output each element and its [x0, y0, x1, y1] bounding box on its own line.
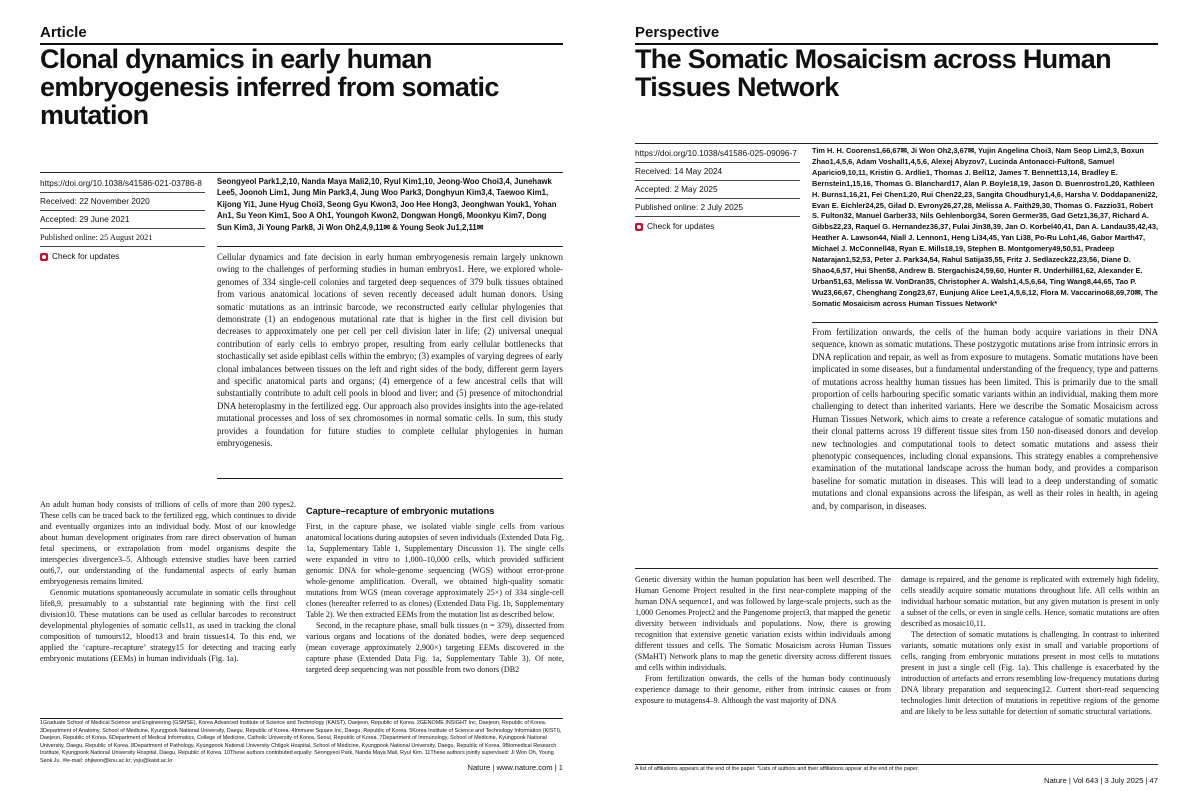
abstract-top-rule [217, 246, 563, 247]
doi-link[interactable]: https://doi.org/10.1038/s41586-025-09096-7 [635, 145, 800, 163]
meta-top-rule [635, 143, 1158, 144]
abstract-bottom-rule [217, 478, 563, 479]
body-column-2 [306, 506, 564, 675]
body-paragraph: Genetic diversity within the human population has been well described. The Human Genome Project resulted in the first near-complete mapping of the human DNA sequence1, and was followed by large-scale projects, such as the 1,000 Genomes Project2 and the Pangenome project3, that mapped the genetic diversity between individuals and populations. Now, there is growing recognition that extensive genetic variation exists within individuals among different tissues and cells. The Somatic Mosaicism across Human Tissues (SMaHT) Network plans to map the genetic diversity across different tissues and cells within individuals. [635, 575, 891, 672]
published-date: Published online: 2 July 2025 [635, 199, 800, 217]
body-column-1 [40, 499, 296, 664]
body-paragraph: damage is repaired, and the genome is replicated with extremely high fidelity, cells steadily acquire somatic mutations throughout life. All cells within an individual harbour somatic mutation, but any given mutation is present in only a subset of the cells, or even in single cells. Hence, somatic mutations are often described as mosaic10,11. [901, 575, 1159, 628]
check-updates-icon [40, 253, 48, 261]
abstract-bottom-rule [635, 568, 1158, 569]
check-updates-label: Check for updates [52, 251, 120, 261]
accepted-date: Accepted: 2 May 2025 [635, 181, 800, 199]
body-paragraph: From fertilization onwards, the cells of the human body continuously experience damage to their genome, either from intrinsic causes or from exposure to mutagens4–9. Although the vast majority of DNA [635, 674, 891, 705]
article-meta [40, 175, 205, 262]
right-page [595, 0, 1190, 791]
footnote-rule [40, 718, 563, 719]
body-column-2 [901, 574, 1159, 717]
received-date: Received: 14 May 2024 [635, 163, 800, 181]
abstract-top-rule [812, 322, 1158, 323]
article-title: Clonal dynamics in early human embryogenesis inferred from somatic mutation [40, 44, 499, 130]
section-heading: Capture–recapture of embryonic mutations [306, 506, 495, 516]
abstract: Cellular dynamics and fate decision in early human embryogenesis remain largely unknown owing to the challenges of performing studies in human embryos1. Here, we explored whole-genomes of 334 single-cell colonies and targeted deep sequences of 379 bulk tissues obtained from various anatomical locations of seven recently deceased adult human donors. Using somatic mutations as an intrinsic barcode, we reconstructed early cellular phylogenies that demonstrate (1) an endogenous mutational rate that is higher in the first cell division but decreases to approximately one per cell per cell division later in life; (2) universal unequal contribution of early cells to embryo proper, resulting from early cellular bottlenecks that stochastically set aside epiblast cells within the embryo; (3) examples of varying degrees of early clonal imbalances between tissues on the left and right sides of the body, different germ layers and specific anatomical parts and organs; (4) emergence of a few ancestral cells that will substantially contribute to adult cell pools in blood and liver; and (5) presence of mitochondrial DNA heteroplasmy in the fertilized egg. Our approach also provides insights into the age-related mutational processes and loss of sex chromosomes in normal somatic cells. In sum, this study provides a foundation for future studies to complete cellular phylogenies in human embryogenesis. [217, 252, 563, 449]
affiliations-footnote: 1Graduate School of Medical Science and Engineering (GSMSE), Korea Advanced Institute of Science and Technology (KAIST), Daejeon, Republic of Korea. 2GENOME INSIGHT Inc, Daejeon, Republic of Korea. 3Department of Anatomy, School of Medicine, Kyungpook National University, Daegu, Republic of Korea. 4Immune Square Inc, Daegu, Republic of Korea. 5Korea Institute of Science and Technology Information (KISTI), Daejeon, Republic of Korea. 6Department of Medical Informatics, College of Medicine, Catholic University of Korea, Seoul, Republic of Korea. 7Department of Immunology, School of Medicine, Kyungpook National University, Daegu, Republic of Korea. 8Department of Pathology, Kyungpook National University Chilgok Hospital, School of Medicine, Kyungpook National University, Daegu, Republic of Korea. 9Biomedical Research Institute, Kyungpook National University Hospital, Daegu, Republic of Korea. 10These authors contributed equally: Seongyeol Park, Nanda Maya Mali, Ryul Kim. 11These authors jointly supervised: Ji Won Oh, Young Seok Ju. ✉e-mail: ohjiwon@knu.ac.kr; ysju@kaist.ac.kr [40, 720, 562, 764]
check-for-updates-button[interactable] [635, 217, 800, 232]
body-paragraph: First, in the capture phase, we isolated viable single cells from various anatomical locations during autopsies of seven individuals (Extended Data Fig. 1a, Supplementary Table 1, Supplementary Discussion 1). The single cells were expanded in vitro to 1,000–10,000 cells, which provided sufficient genomic DNA for whole-genome sequencing (WGS) without error-prone whole-genome amplification. Overall, we obtained high-quality somatic mutations from WGS (mean coverage approximately 25×) of 334 single-cell clones (hereafter referred to as clones) (Extended Data Fig. 1b, Supplementary Table 2). We then extracted EEMs from the mutation list as described below. [306, 522, 564, 619]
author-list: Tim H. H. Coorens1,66,67✉, Ji Won Oh2,3,67✉, Yujin Angelina Choi3, Nam Seop Lim2,3, Boxun Zhao1,4,5,6, Adam Voshall1,4,5,6, Alexej Abyzov7, Lucinda Antonacci-Fulton8, Samuel Aparicio9,10,11, Kristin G. Ardlie1, Thomas J. Bell12, James T. Bennett13,14, Bradley E. Bernstein1,15,16, Thomas G. Blanchard17, Alan P. Boyle18,19, Jason D. Buenrostro1,20, Kathleen H. Burns1,16,21, Fei Chen1,20, Rui Chen22,23, Sangita Choudhury1,4,6, Harsha V. Doddapaneni22, Evan E. Eichler24,25, Gilad D. Evrony26,27,28, Melissa A. Faith29,30, Thomas G. Fazzio31, Robert S. Fulton32, Manuel Garber33, Nils Gehlenborg34, Soren Germer35, Gad Getz1,36,37, Richard A. Gibbs22,23, Raquel G. Hernandez36,37, Fulai Jin38,39, Jan O. Korbel40,41, Dan A. Landau35,42,43, Heather A. Lawson44, Niall J. Lennon1, Heng Li34,45, Yan Li38, Po-Ru Loh1,46, Gabor Marth47, Michael J. McConnell48, Ryan E. Mills18,19, Stephen B. Montgomery49,50,51, Pradeep Natarajan1,52,53, Peter J. Park34,54, Rahul Satija35,55, Fritz J. Sedlazeck22,23,56, Diane D. Shao4,6,57, Hui Shen58, Andrew B. Stergachis24,59,60, Hunter R. Underhill61,62, Alexander E. Urban51,63, Melissa W. VonDran35, Christopher A. Walsh1,4,5,6,64, Ting Wang8,44,65, Tao P. Wu23,66,67, Chenghang Zong23,67, Eunjung Alice Lee1,4,5,6,12, Flora M. Vaccarino68,69,70✉, The Somatic Mosaicism across Human Tissues Network* [812, 146, 1158, 308]
body-paragraph: Second, in the recapture phase, small bulk tissues (n = 379), dissected from various organs and locations of the donated bodies, were deep sequenced (mean coverage approximately 2,900×) targeting EEMs discovered in the capture phase (Extended Data Fig. 1a, Supplementary Table 3). Of note, targeted deep sequencing was not possible from two donors (DB2 [306, 621, 564, 674]
body-paragraph: Genomic mutations spontaneously accumulate in somatic cells throughout life8,9, presumably to a substantial rate beginning with the first cell division10. These mutations can be used as cellular barcodes to reconstruct developmental phylogenies of somatic cells11, as used in tracking the clonal composition of tumours12, blood13 and brain tissues14. To this end, we applied the ‘capture–recapture’ strategy15 for detecting and tracing early embryonic mutations (EEMs) in human individuals (Fig. 1a). [40, 588, 296, 663]
meta-top-rule [40, 172, 563, 173]
abstract: From fertilization onwards, the cells of the human body acquire variations in their DNA sequence, known as somatic mutations. These postzygotic mutations arise from intrinsic errors in DNA replication and repair, as well as from exposure to mutagens. Somatic mutations have been implicated in some diseases, but a fundamental understanding of the frequency, type and patterns of mutations across healthy human tissues has been limited. This is primarily due to the small proportion of cells harbouring specific somatic variants within an individual, making them more challenging to detect than inherited variants. Here we describe the Somatic Mosaicism across Human Tissues Network, which aims to create a reference catalogue of somatic mutations and their clonal patterns across 19 different tissue sites from 150 non-diseased donors and develop new technologies and computational tools to detect somatic mutations and assess their phenotypic consequences, including clonal expansions. This strategy enables a comprehensive examination of the mutational landscape across the human body, and provides a comparison baseline for somatic mutation in diseases. This will lead to a deep understanding of somatic mutations and clonal expansions across the lifespan, as well as their roles in health, in ageing and, by comparison, in diseases. [812, 327, 1158, 511]
body-paragraph: An adult human body consists of trillions of cells of more than 200 types2. These cells can be traced back to the fertilized egg, which continues to divide and eventually organizes into an individual body. Most of our knowledge about human development originates from rare direct observation of human fetal specimens, or extrapolation from model organisms despite the interspecies divergence3–5. Although extensive studies have been carried out6,7, our understanding of the fundamental aspects of early human embryogenesis remains limited. [40, 500, 296, 586]
check-updates-icon [635, 223, 643, 231]
article-meta [635, 145, 800, 232]
doi-link[interactable]: https://doi.org/10.1038/s41586-021-03786-8 [40, 175, 205, 193]
published-date: Published online: 25 August 2021 [40, 229, 205, 247]
accepted-date: Accepted: 29 June 2021 [40, 211, 205, 229]
footnote-rule [635, 764, 1158, 765]
body-paragraph: The detection of somatic mutations is challenging. In contrast to inherited variants, somatic mutations only exist in small and variable proportions of cells, ranging from embryonic mutations present in most cells to mutations present in just a single cell (Fig. 1a). This challenge is exacerbated by the introduction of artefacts and errors resembling low-frequency mutations during DNA library preparation and sequencing12. Current short-read sequencing technologies limit detection of mutations in repetitive regions of the genome and are likely to be less suitable for detection of somatic structural variations. [901, 630, 1159, 716]
article-type-label: Article [40, 24, 87, 41]
author-list: Seongyeol Park1,2,10, Nanda Maya Mali2,10, Ryul Kim1,10, Jeong-Woo Choi3,4, Junehawk Lee5, Joonoh Lim1, Jung Min Park3,4, Jung Woo Park3, Donghyun Kim3,4, Taewoo Kim1, Kijong Yi1, June Hyug Choi3, Seong Gyu Kwon3, Joo Hee Hong3, Jeonghwan Youk1, Yohan An1, Su Yeon Kim1, Soo A Oh1, Youngoh Kwon2, Dongwan Hong6, Moonkyu Kim7, Dong Sun Kim3, Ji Young Park8, Ji Won Oh2,4,9,11✉ & Young Seok Ju1,2,11✉ [217, 177, 557, 232]
page-footer: Nature | www.nature.com | 1 [467, 763, 563, 772]
received-date: Received: 22 November 2020 [40, 193, 205, 211]
check-updates-label: Check for updates [647, 221, 715, 231]
page-footer: Nature | Vol 643 | 3 July 2025 | 47 [1044, 776, 1158, 785]
article-title: The Somatic Mosaicism across Human Tissues Network [635, 44, 1111, 102]
check-for-updates-button[interactable] [40, 247, 205, 262]
affiliations-footnote: A list of affiliations appears at the end of the paper. *Lists of authors and their affiliations appear at the end of the paper. [635, 766, 919, 772]
article-type-label: Perspective [635, 24, 720, 41]
body-column-1 [635, 574, 891, 706]
